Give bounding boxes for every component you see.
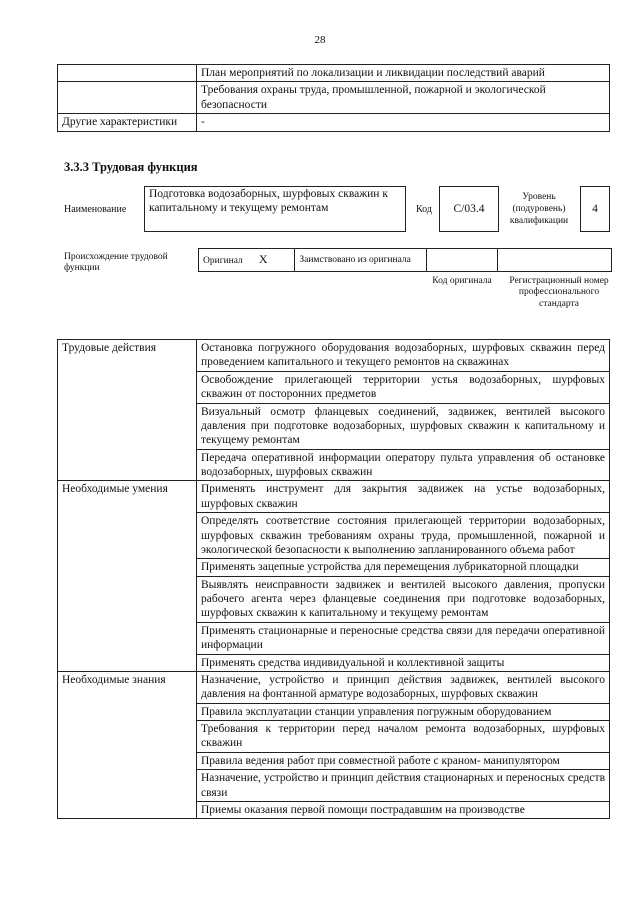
- row-value: План мероприятий по локализации и ликвидации последствий аварий: [197, 65, 610, 82]
- level-value: 4: [580, 186, 610, 232]
- top-table: [57, 64, 610, 132]
- section-label-skills: Необходимые умения: [58, 481, 197, 672]
- original-code-cell: [426, 249, 497, 272]
- list-item: Применять средства индивидуальной и коллективной защиты: [197, 654, 610, 671]
- code-value: C/03.4: [439, 186, 499, 232]
- list-item: Применять стационарные и переносные средства связи для передачи оперативной информации: [197, 622, 610, 654]
- section-label-knowledge: Необходимые знания: [58, 671, 197, 818]
- code-label: Код: [416, 204, 432, 215]
- section-label-actions: Трудовые действия: [58, 340, 197, 481]
- row-value: Требования охраны труда, промышленной, пожарной и экологической безопасности: [197, 82, 610, 114]
- list-item: Применять инструмент для закрытия задвижек на устье водозаборных, шурфовых скважин: [197, 481, 610, 513]
- table-row: [58, 340, 610, 372]
- table-row: [58, 671, 610, 703]
- origin-label: Происхождение трудовой функции: [64, 252, 168, 273]
- original-mark: X: [258, 252, 268, 267]
- naming-row: [64, 186, 612, 234]
- reg-number-cell: [497, 249, 611, 272]
- origin-table: [198, 248, 612, 272]
- list-item: Приемы оказания первой помощи пострадавшим на производстве: [197, 801, 610, 818]
- list-item: Освобождение прилегающей территории устья водозаборных, шурфовых скважин от посторонних предметов: [197, 371, 610, 403]
- list-item: Правила ведения работ при совместной работе с краном- манипулятором: [197, 752, 610, 769]
- level-label: Уровень (подуровень) квалификации: [509, 192, 569, 226]
- table-row: [58, 65, 610, 82]
- naming-label: Наименование: [64, 204, 127, 215]
- list-item: Определять соответствие состояния прилегающей территории водозаборных, шурфовых скважин требованиям охраны труда, промышленной, пожарной и экологической безопасности к выполнению запланированного объема работ: [197, 513, 610, 559]
- list-item: Выявлять неисправности задвижек и вентилей высокого давления, пропуски рабочего агента через фланцевые соединения при подготовке водозаборных, шурфовых скважин к капитальному и текущему ремонтам: [197, 576, 610, 622]
- table-row: [58, 82, 610, 114]
- list-item: Назначение, устройство и принцип действия задвижек, вентилей высокого давления на фонтанной арматуре водозаборных, шурфовых скважин: [197, 671, 610, 703]
- list-item: Передача оперативной информации оператору пульта управления об остановке водозаборных, шурфовых скважин: [197, 449, 610, 481]
- naming-value: Подготовка водозаборных, шурфовых скважин к капитальному и текущему ремонтам: [144, 186, 406, 232]
- list-item: Визуальный осмотр фланцевых соединений, задвижек, вентилей высокого давления при подготовке водозаборных, шурфовых скважин к капитальному и текущему ремонтам: [197, 403, 610, 449]
- row-label: [58, 82, 197, 114]
- original-code-label: Код оригинала: [432, 276, 492, 286]
- list-item: Правила эксплуатации станции управления погружным оборудованием: [197, 703, 610, 720]
- table-row: [199, 249, 612, 272]
- function-table: [57, 339, 610, 819]
- row-label: [58, 65, 197, 82]
- table-row: [58, 481, 610, 513]
- row-label: Другие характеристики: [58, 114, 197, 131]
- borrowed-label: Заимствовано из оригинала: [295, 249, 426, 272]
- table-row: [58, 114, 610, 131]
- page-number: 28: [314, 34, 326, 46]
- original-label: Оригинал: [203, 256, 243, 267]
- row-value: -: [197, 114, 610, 131]
- list-item: Применять зацепные устройства для перемещения лубрикаторной площадки: [197, 559, 610, 576]
- list-item: Требования к территории перед началом ремонта водозаборных, шурфовых скважин: [197, 721, 610, 753]
- list-item: Остановка погружного оборудования водозаборных, шурфовых скважин перед проведением капитального и текущего ремонтов на скважинах: [197, 340, 610, 372]
- list-item: Назначение, устройство и принцип действия стационарных и переносных средств связи: [197, 770, 610, 802]
- section-title: 3.3.3 Трудовая функция: [64, 160, 198, 174]
- reg-number-label: Регистрационный номер профессионального стандарта: [509, 276, 609, 309]
- original-cell: [199, 249, 295, 272]
- origin-row: [64, 248, 612, 328]
